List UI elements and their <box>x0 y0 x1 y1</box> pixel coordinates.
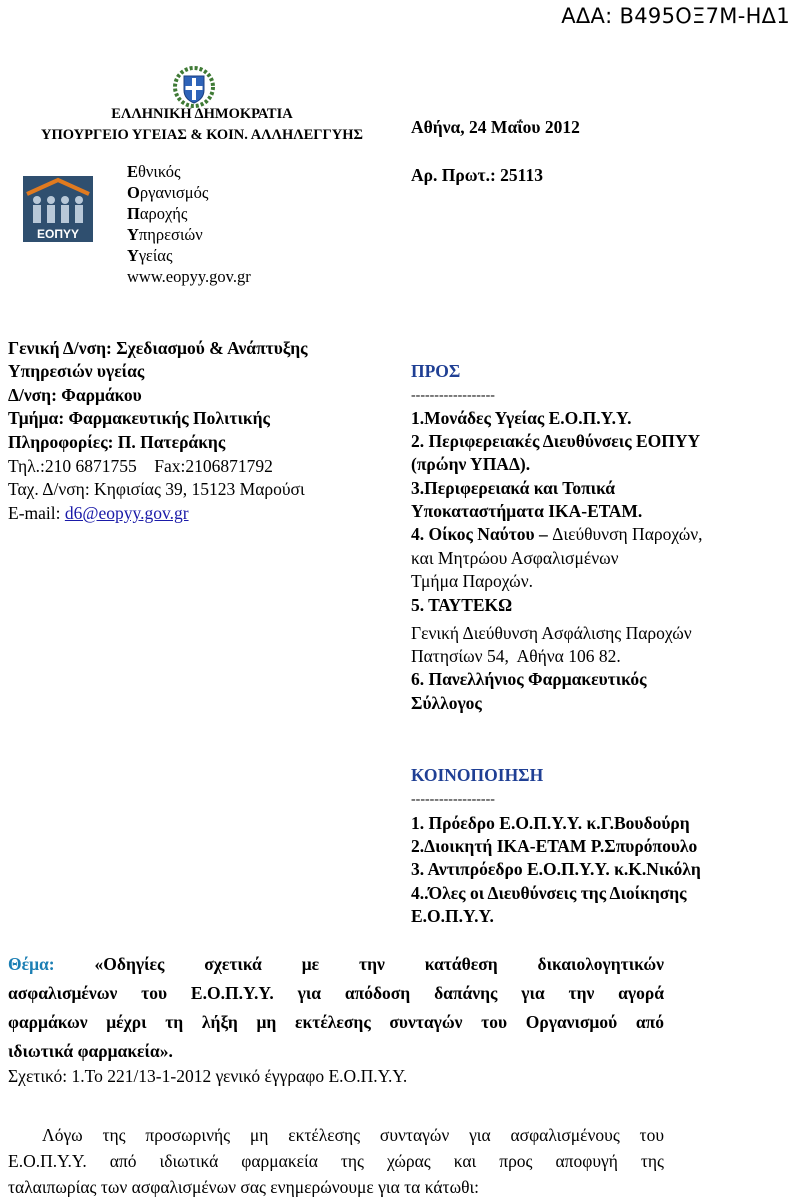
acronym-line: Υπηρεσιών <box>127 225 203 244</box>
country-name: ΕΛΛΗΝΙΚΗ ΔΗΜΟΚΡΑΤΙΑ <box>111 106 293 122</box>
notification-heading: ΚΟΙΝΟΠΟΙΗΣΗ <box>411 765 544 785</box>
email-line: E-mail: d6@eopyy.gov.gr <box>8 503 189 523</box>
subject-line: Θέμα: «Οδηγίες σχετικά με την κατάθεση δικαιολογητικών <box>8 954 664 974</box>
recipients-heading: ΠΡΟΣ <box>411 361 461 381</box>
directorate-general: Γενική Δ/νση: Σχεδιασμού & Ανάπτυξης <box>8 338 308 358</box>
recipients-separator: ------------------ <box>411 388 495 403</box>
body-paragraph <box>8 1122 664 1200</box>
document-date: Αθήνα, 24 Μαΐου 2012 <box>411 117 580 137</box>
acronym-line: Οργανισμός <box>127 183 209 202</box>
greek-coat-of-arms-icon <box>173 66 215 108</box>
logo-text: ΕΟΠΥΥ <box>36 227 80 241</box>
subject-line: φαρμάκων μέχρι τη λήξη μη εκτέλεσης συνταγών του Οργανισμού από <box>8 1012 664 1032</box>
recipient-item: Υποκαταστήματα ΙΚΑ-ΕΤΑΜ. <box>411 501 643 521</box>
department: Τμήμα: Φαρμακευτικής Πολιτικής <box>8 408 270 428</box>
acronym-line: Εθνικός <box>127 162 181 181</box>
body-line: Ε.Ο.Π.Υ.Υ. από ιδιωτικά φαρμακεία της χώρας και προς αποφυγή της <box>8 1151 664 1171</box>
recipient-item: (πρώην ΥΠΑΔ). <box>411 454 531 474</box>
protocol-number: Αρ. Πρωτ.: 25113 <box>411 165 543 185</box>
recipient-item: και Μητρώου Ασφαλισμένων <box>411 548 619 568</box>
body-line: Λόγω της προσωρινής μη εκτέλεσης συνταγών για ασφαλισμένους του <box>42 1125 664 1145</box>
recipient-item: 2. Περιφερειακές Διευθύνσεις ΕΟΠΥΥ <box>411 431 701 451</box>
recipient-item: Πατησίων 54, Αθήνα 106 82. <box>411 646 621 666</box>
acronym-line: Υγείας <box>127 246 173 265</box>
notification-item: 1. Πρόεδρο Ε.Ο.Π.Υ.Υ. κ.Γ.Βουδούρη <box>411 813 690 833</box>
body-line: ταλαιπωρίας των ασφαλισμένων σας ενημερώνουμε για τα κάτωθι: <box>8 1177 480 1197</box>
recipient-item: Γενική Διεύθυνση Ασφάλισης Παροχών <box>411 623 692 643</box>
subject-block <box>8 950 664 1066</box>
ministry-name: ΥΠΟΥΡΓΕΙΟ ΥΓΕΙΑΣ & ΚΟΙΝ. ΑΛΛΗΛΕΓΓΥΗΣ <box>41 127 363 143</box>
directorate-general-cont: Υπηρεσιών υγείας <box>8 361 145 381</box>
recipient-item: 5. ΤΑΥΤΕΚΩ <box>411 595 513 615</box>
notification-item: 2.Διοικητή ΙΚΑ-ΕΤΑΜ Ρ.Σπυρόπουλο <box>411 836 698 856</box>
related-reference: Σχετικό: 1.Το 221/13-1-2012 γενικό έγγραφο Ε.Ο.Π.Υ.Υ. <box>8 1066 408 1086</box>
notification-item: Ε.Ο.Π.Υ.Υ. <box>411 906 494 926</box>
recipient-item: 6. Πανελλήνιος Φαρμακευτικός <box>411 669 647 689</box>
contact-person: Πληροφορίες: Π. Πατεράκης <box>8 432 226 452</box>
acronym-line: Παροχής <box>127 204 188 223</box>
notification-item: 3. Αντιπρόεδρο Ε.Ο.Π.Υ.Υ. κ.Κ.Νικόλη <box>411 859 701 879</box>
recipient-item: Τμήμα Παροχών. <box>411 571 533 591</box>
website: www.eopyy.gov.gr <box>127 267 251 286</box>
recipient-item: Σύλλογος <box>411 693 482 713</box>
subject-line: ασφαλισμένων του Ε.Ο.Π.Υ.Υ. για απόδοση δαπάνης για την αγορά <box>8 983 664 1003</box>
phone-fax: Τηλ.:210 6871755 Fax:2106871792 <box>8 456 273 476</box>
subject-line: ιδιωτικά φαρμακεία». <box>8 1041 173 1061</box>
notification-separator: ------------------ <box>411 792 495 807</box>
ada-code: ΑΔΑ: Β495ΟΞ7Μ-ΗΔ1 <box>561 4 790 28</box>
recipient-item: 4. Οίκος Ναύτου – Διεύθυνση Παροχών, <box>411 524 703 544</box>
eopyy-logo <box>23 176 93 242</box>
recipient-item: 3.Περιφερειακά και Τοπικά <box>411 478 616 498</box>
postal-address: Ταχ. Δ/νση: Κηφισίας 39, 15123 Μαρούσι <box>8 479 305 499</box>
directorate: Δ/νση: Φαρμάκου <box>8 385 142 405</box>
recipient-item: 1.Μονάδες Υγείας Ε.Ο.Π.Υ.Υ. <box>411 408 632 428</box>
email-link[interactable]: d6@eopyy.gov.gr <box>64 503 189 523</box>
notification-item: 4..Όλες οι Διευθύνσεις της Διοίκησης <box>411 883 687 903</box>
subject-label: Θέμα: <box>8 954 55 974</box>
